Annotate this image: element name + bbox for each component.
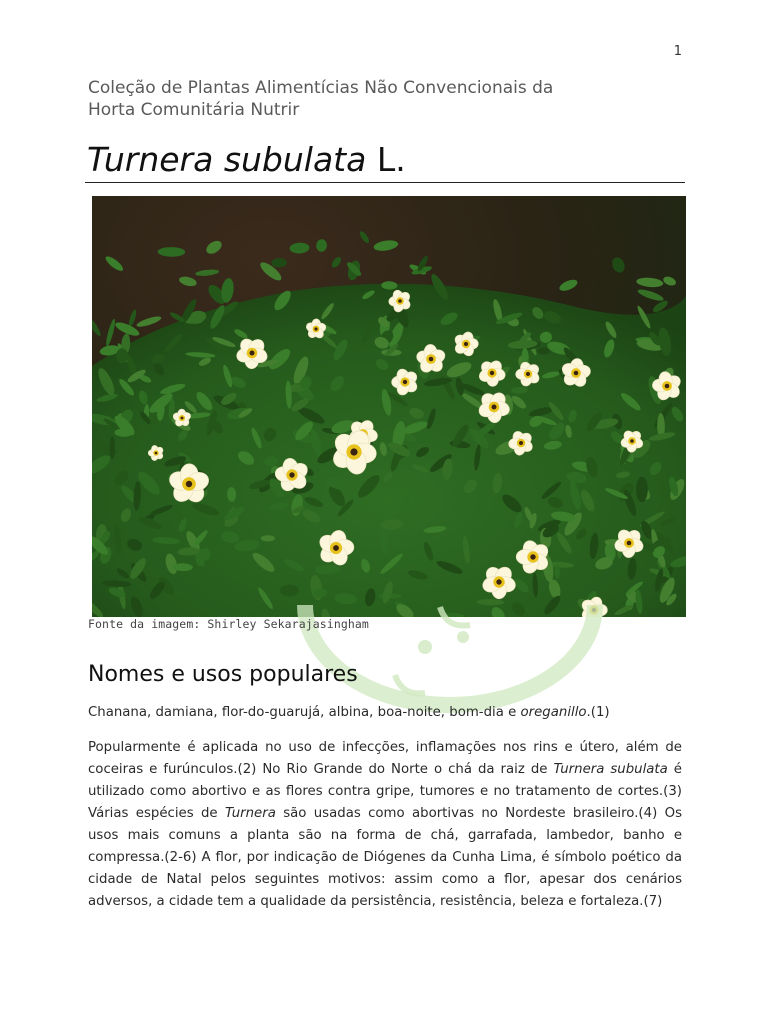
species-title <box>87 140 406 180</box>
collection-title-line-1: Coleção de Plantas Alimentícias Não Convencionais da <box>88 78 554 98</box>
popular-name-italic: oreganillo <box>520 705 587 720</box>
leaf <box>555 565 560 579</box>
paragraph-popular-uses <box>88 737 682 913</box>
collection-title-line-2: Horta Comunitária Nutrir <box>88 100 300 120</box>
section-heading: Nomes e usos populares <box>88 662 358 687</box>
uses-text-part-3: são usadas como abortivas no Nordeste brasileiro.(4) Os usos mais comuns a planta são na forma de chá, garrafada, lambedor, banho e compressa.(2-6) A flor, por indicação de Diógenes da Cunha Lima, é símbolo poético da cidade de Natal pelos seguintes motivos: assim como a flor, apesar dos cenários adversos, a cidade tem a qualidade da persistência, resistência, beleza e fortaleza.(7) <box>88 806 683 909</box>
leaf <box>110 436 115 459</box>
leaf <box>280 585 299 597</box>
image-source-caption: Fonte da imagem: Shirley Sekarajasingham <box>88 617 369 631</box>
uses-text-part-1: Popularmente é aplicada no uso de infecções, inflamações nos rins e útero, além de coceiras e furúnculos.(2) No Rio Grande do Norte o chá da raiz de <box>88 740 682 777</box>
collection-title <box>88 77 648 121</box>
popular-names-text: Chanana, damiana, flor-do-guarujá, albina, boa-noite, bom-dia e <box>88 705 521 720</box>
paragraph-popular-names <box>88 702 682 724</box>
uses-species-name-italic: Turnera subulata <box>553 762 668 777</box>
uses-text-part-2: é utilizado como abortivo e as flores contra gripe, tumores e no tratamento de cortes.(3) Várias espécies de <box>88 762 682 821</box>
species-author: L. <box>376 140 406 179</box>
leaf <box>261 535 275 541</box>
title-divider <box>85 182 685 183</box>
plant-photo-illustration <box>92 196 686 617</box>
page-number: 1 <box>673 44 682 59</box>
species-scientific-name: Turnera subulata <box>87 140 367 179</box>
plant-photo <box>92 196 686 617</box>
popular-names-citation: .(1) <box>586 705 610 720</box>
uses-genus-name-italic: Turnera <box>224 806 276 821</box>
